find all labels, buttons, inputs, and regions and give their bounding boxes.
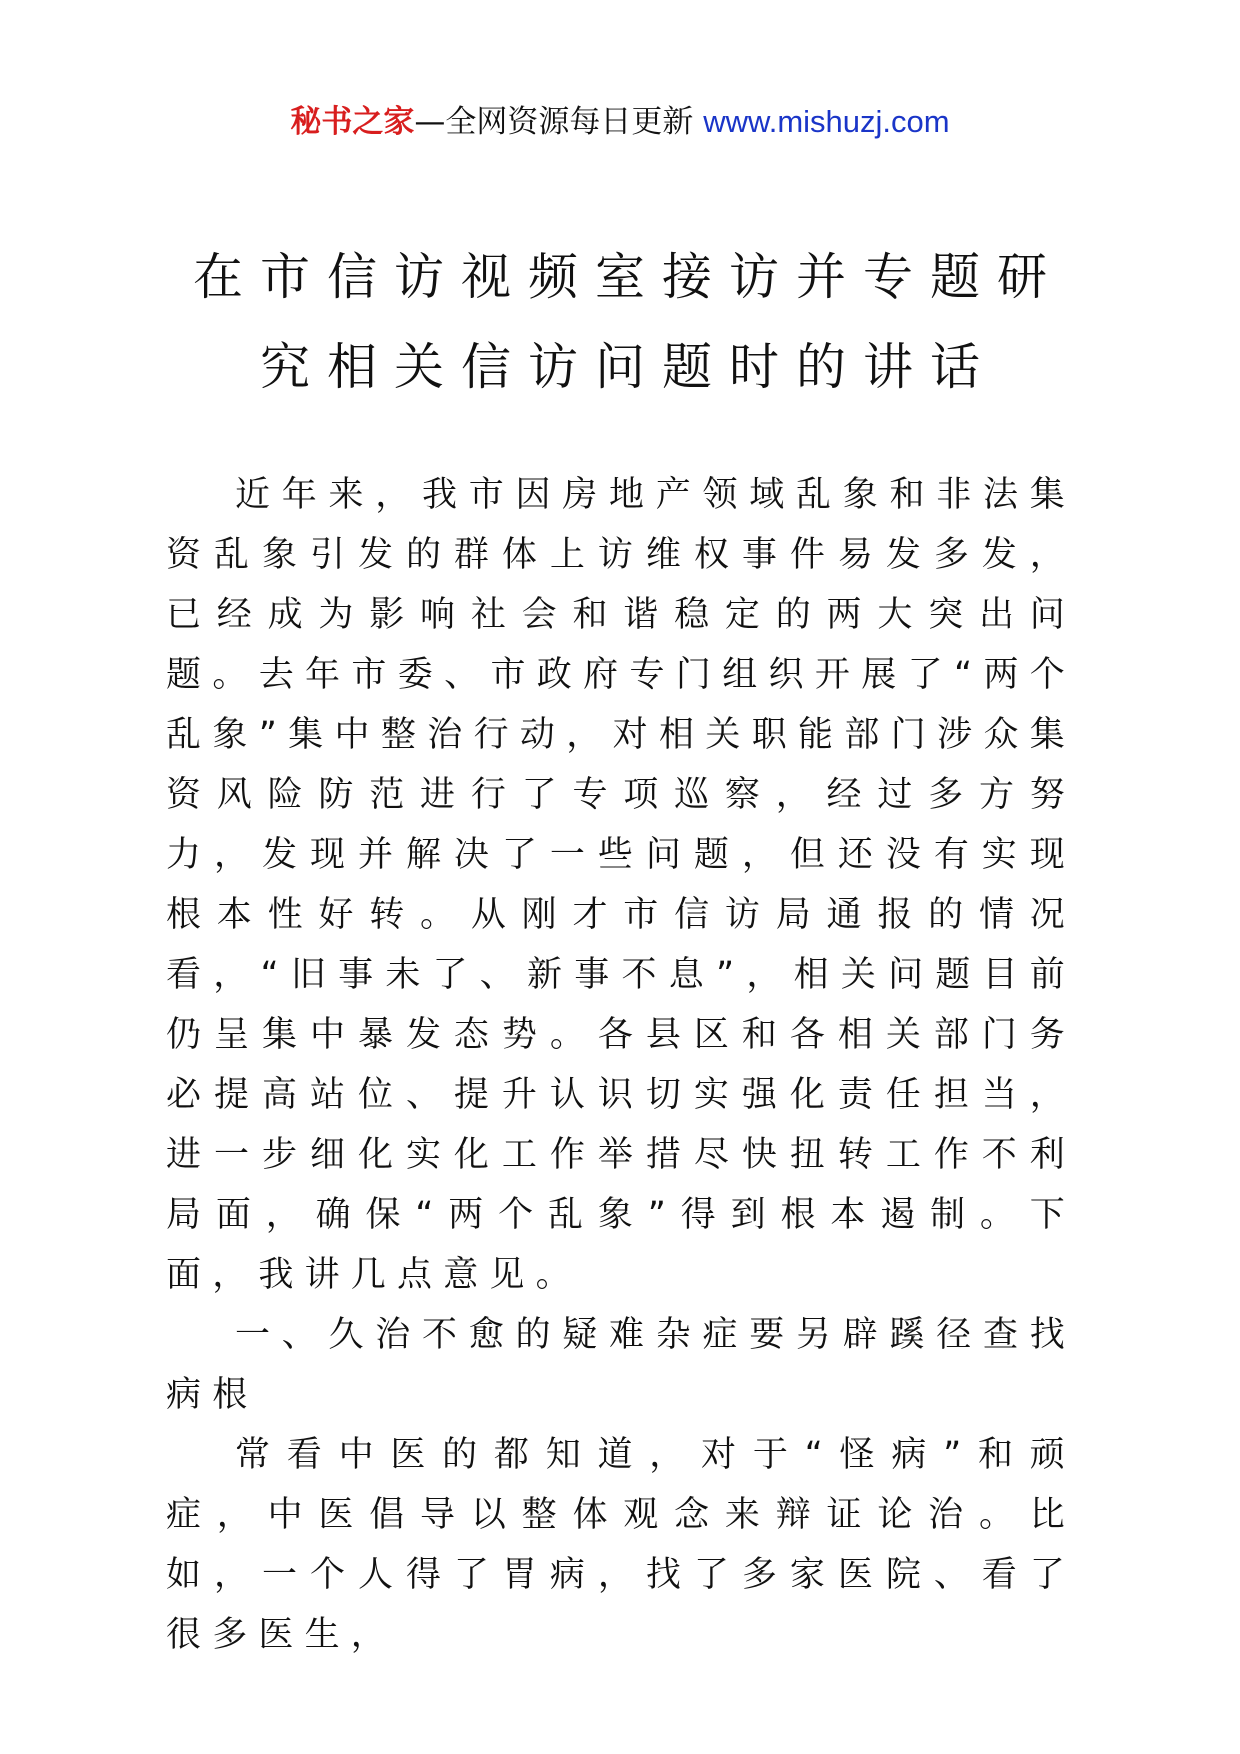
body-paragraph: 常看中医的都知道，对于“怪病”和顽症，中医倡导以整体观念来辩证论治。比如，一个人得了胃病，找了多家医院、看了很多医生，: [166, 1435, 1076, 1655]
title-line: 究相关信访问题时的讲话: [260, 338, 997, 396]
section-heading: 一、久治不愈的疑难杂症要另辟蹊径查找病根: [166, 1315, 1076, 1415]
site-header: [0, 100, 1240, 144]
site-brand: 秘书之家: [290, 104, 415, 140]
title-line: 在市信访视频室接访并专题研: [193, 248, 1064, 306]
site-url-link[interactable]: www.mishuzj.com: [703, 104, 950, 139]
body-paragraph: 近年来，我市因房地产领域乱象和非法集资乱象引发的群体上访维权事件易发多发，已经成为影响社会和谐稳定的两大突出问题。去年市委、市政府专门组织开展了“两个乱象”集中整治行动，对相关职能部门涉众集资风险防范进行了专项巡察，经过多方努力，发现并解决了一些问题，但还没有实现根本性好转。从刚才市信访局通报的情况看，“旧事未了、新事不息”，相关问题目前仍呈集中暴发态势。各县区和各相关部门务必提高站位、提升认识切实强化责任担当，进一步细化实化工作举措尽快扭转工作不利局面，确保“两个乱象”得到根本遏制。下面，我讲几点意见。: [166, 475, 1076, 1295]
site-tagline: —全网资源每日更新: [414, 104, 694, 140]
document-body: [166, 465, 1076, 1665]
document-title: [0, 232, 1240, 412]
